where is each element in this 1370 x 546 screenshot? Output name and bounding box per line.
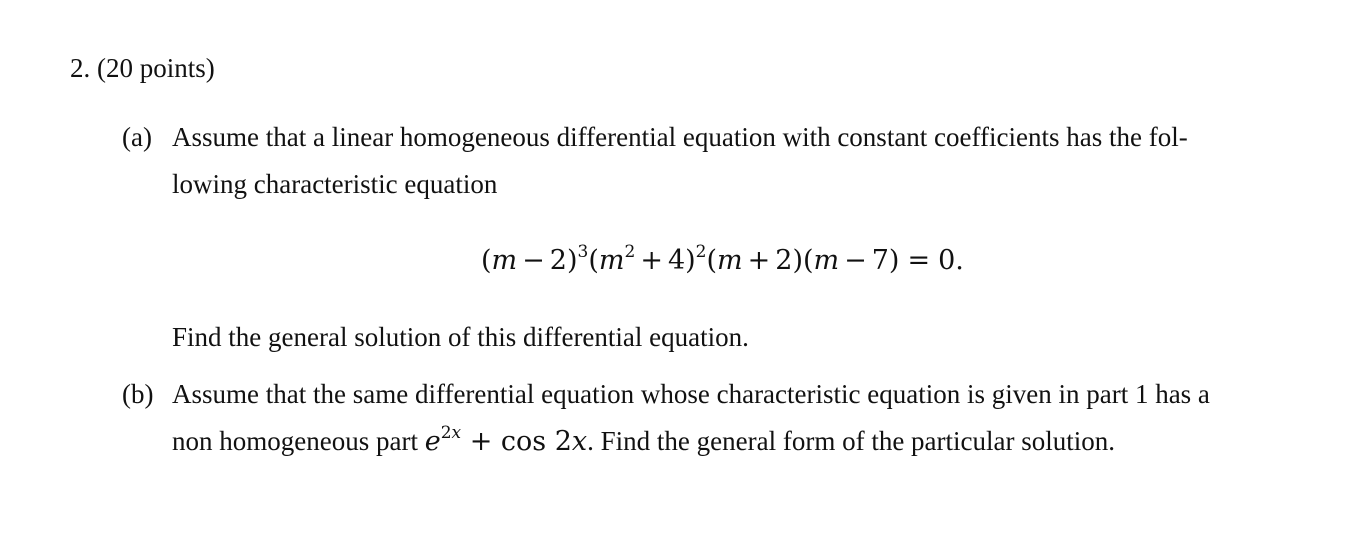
part-b-text-line2 (172, 425, 1115, 458)
part-a-text-line2: lowing characteristic equation (172, 169, 498, 199)
part-a-find-text: Find the general solution of this differential equation. (172, 322, 749, 352)
part-a-text-line1: Assume that a linear homogeneous differential equation with constant coefficients has the fol- (172, 122, 1188, 152)
part-b-label: (b) (122, 379, 154, 409)
characteristic-equation: $(m - 2)^3(m^2 + 4)^2(m + 2)(m - 7) = 0$. (481, 242, 964, 276)
nonhomogeneous-term: $e^{2x} + \cos 2x$ (424, 423, 588, 457)
problem-heading: 2. (20 points) (70, 53, 215, 83)
part-b-text-after: . Find the general form of the particular solution. (587, 426, 1115, 456)
part-b-text-before: non homogeneous part (172, 426, 425, 456)
part-b-text-line1: Assume that the same differential equation whose characteristic equation is given in part 1 has a (172, 379, 1210, 409)
part-a-label: (a) (122, 122, 152, 152)
